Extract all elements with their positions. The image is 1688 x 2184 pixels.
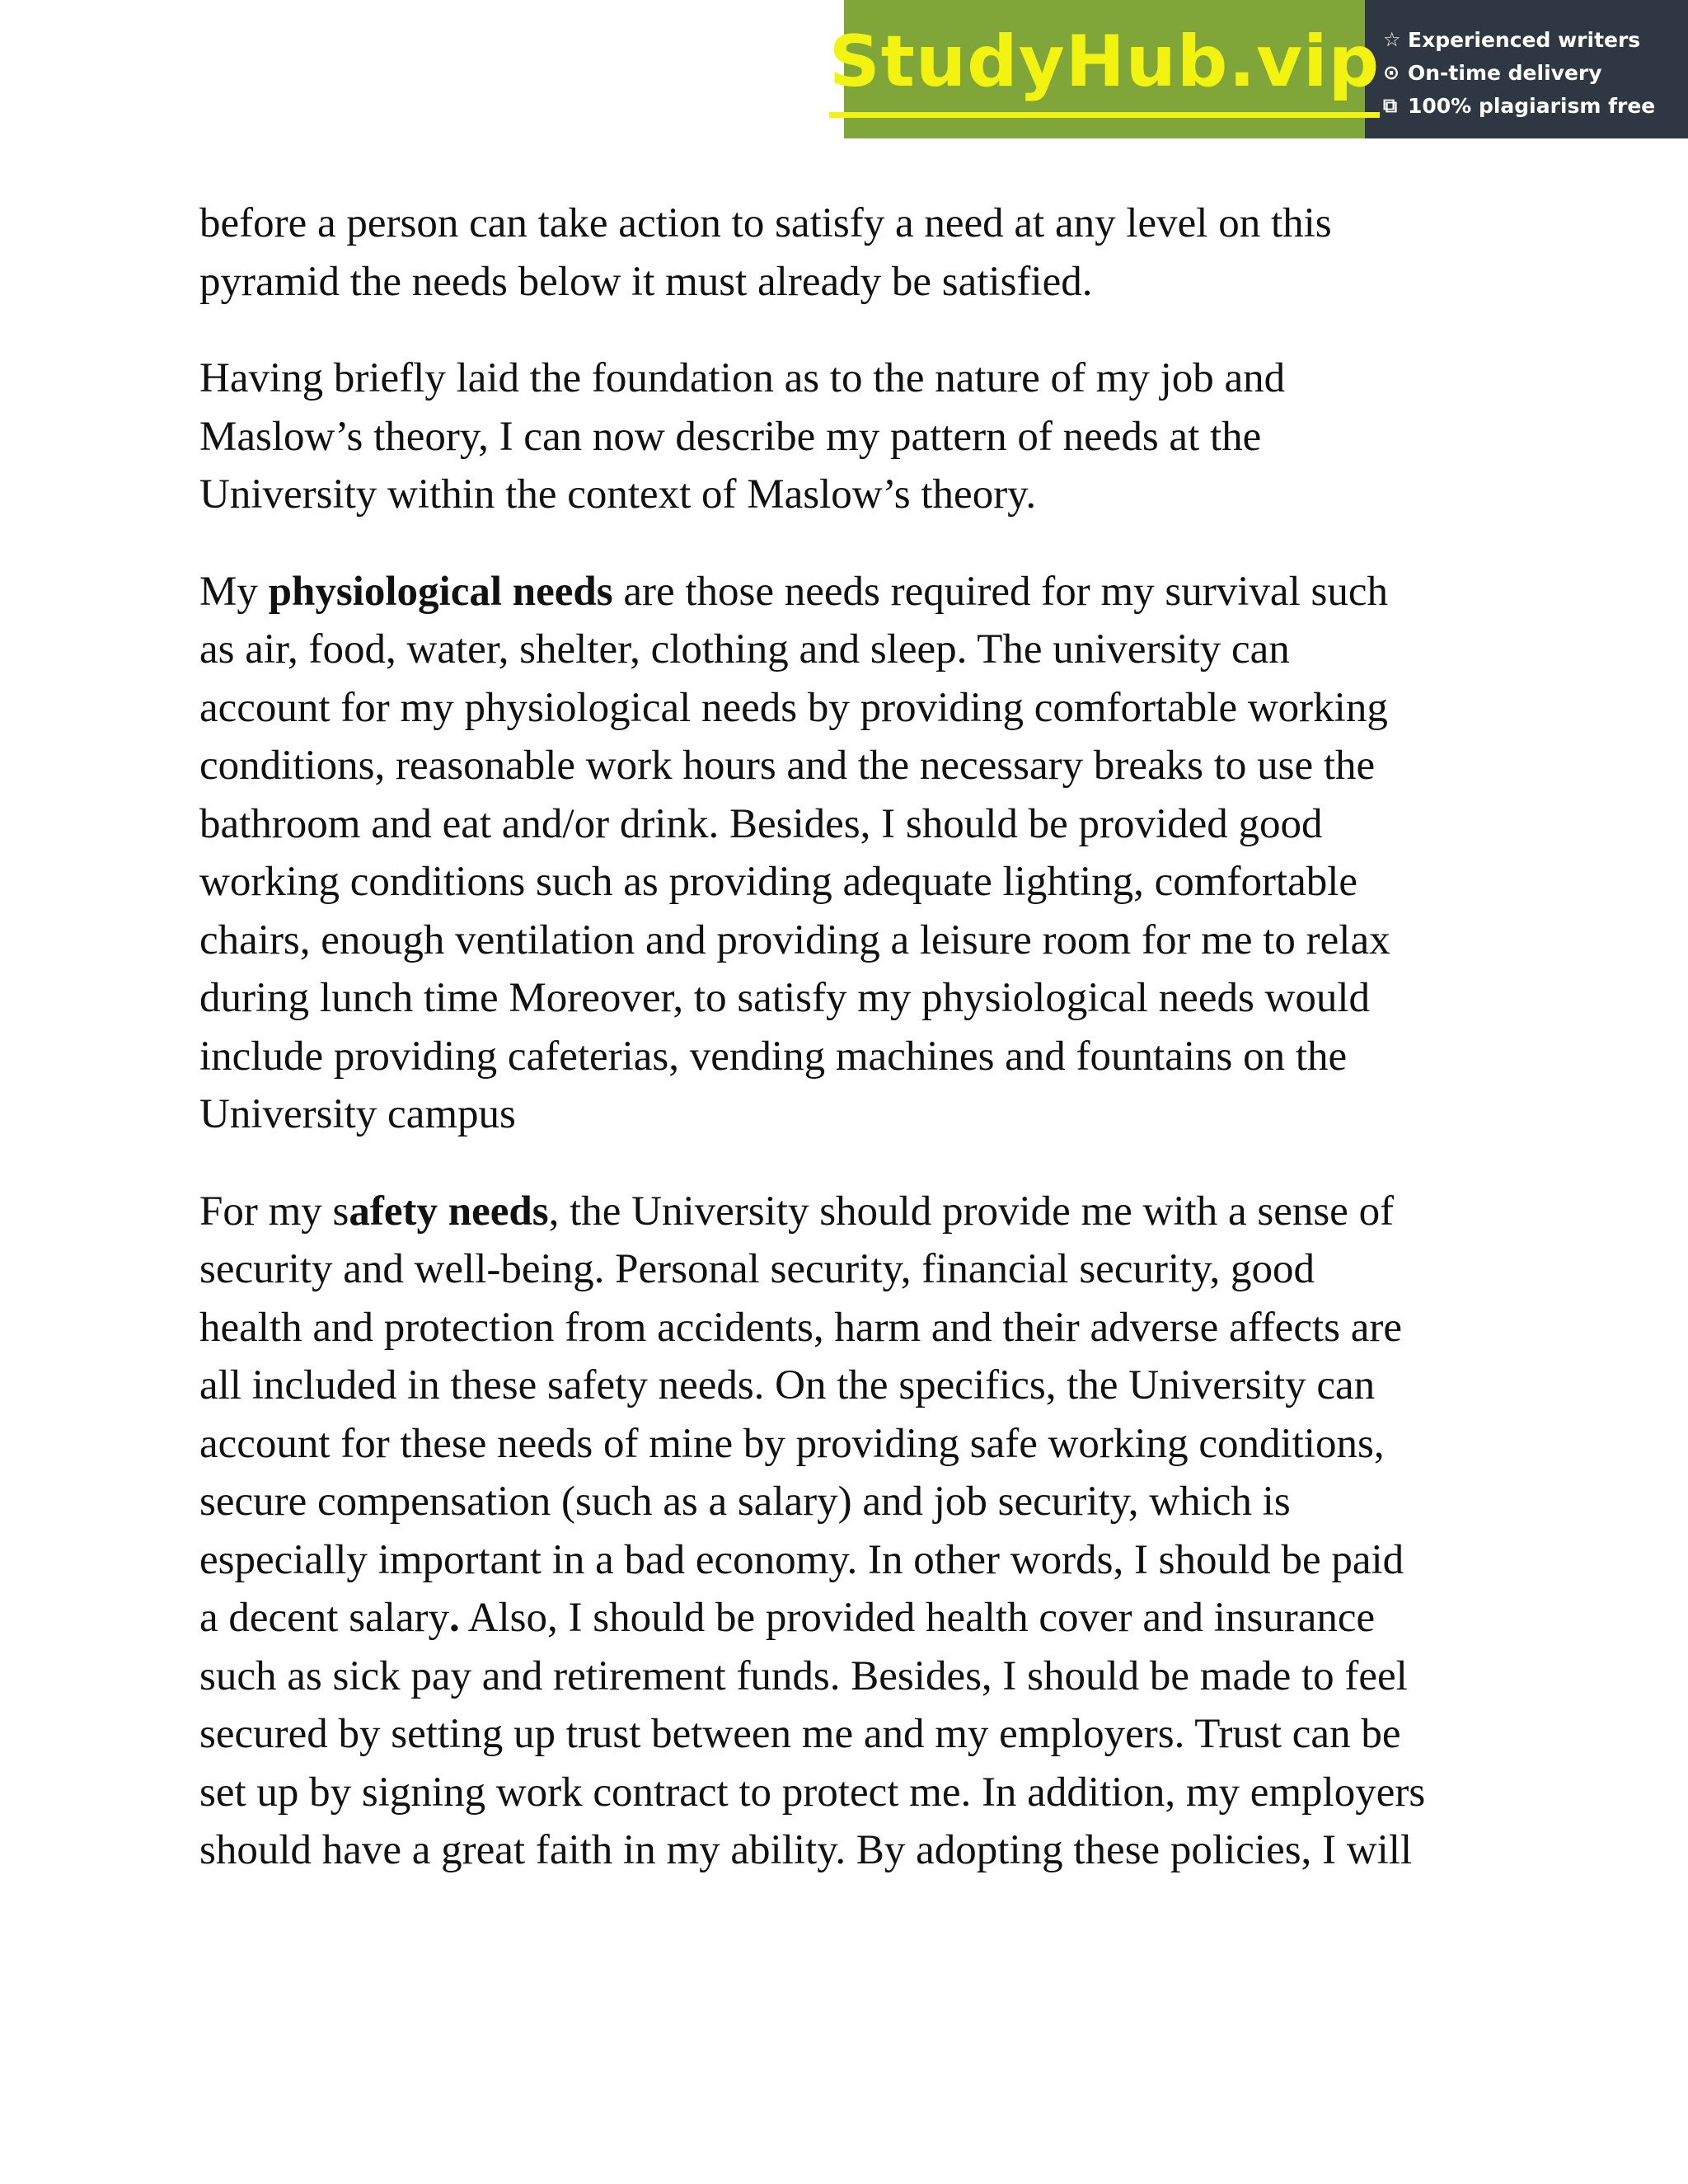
text-line: Maslow’s theory, I can now describe my pattern of needs at the [199,413,1262,460]
text-line: secured by setting up trust between me and my employers. Trust can be [199,1711,1401,1757]
text-run: a decent salary [199,1595,449,1641]
bold-term-physiological-needs: physiological needs [268,568,613,615]
text-line: Having briefly laid the foundation as to the nature of my job and [199,355,1286,401]
paragraph-pyramid [199,194,1502,311]
text-line: account for these needs of mine by providing safe working conditions, [199,1420,1385,1467]
studyhub-logo[interactable] [828,0,1381,138]
text-line: University within the context of Maslow’s theory. [199,471,1037,518]
text-run: My [199,568,269,615]
feature-plagiarism-free [1383,89,1688,122]
bold-term-safety-needs: afety needs [349,1188,549,1235]
text-line: conditions, reasonable work hours and the necessary breaks to use the [199,743,1376,789]
bold-period: . [449,1595,460,1641]
text-run: , the University should provide me with a sense of [548,1188,1395,1235]
text-line: secure compensation (such as a salary) and job security, which is [199,1479,1291,1525]
text-line: bathroom and eat and/or drink. Besides, I should be provided good [199,800,1323,847]
text-line: pyramid the needs below it must already be satisfied. [199,258,1093,305]
paragraph-safety-needs [199,1183,1502,1880]
text-line: account for my physiological needs by providing comfortable working [199,684,1388,731]
feature-on-time-delivery [1383,56,1688,89]
feature-label: Experienced writers [1408,27,1641,52]
feature-label: On-time delivery [1408,60,1602,85]
text-line: include providing cafeterias, vending machines and fountains on the [199,1033,1348,1080]
paragraph-foundation [199,349,1502,524]
banner-features [1365,0,1688,138]
text-line: before a person can take action to satisfy a need at any level on this [199,200,1332,246]
feature-experienced-writers [1383,23,1688,56]
text-line [199,1183,1502,1241]
text-line: should have a great faith in my ability. By adopting these policies, I will [199,1827,1413,1873]
studyhub-banner[interactable] [828,0,1688,138]
text-run: are those needs required for my survival such [612,568,1388,615]
text-line: during lunch time Moreover, to satisfy my physiological needs would [199,975,1371,1021]
star-icon: ☆ [1383,28,1401,51]
text-line [199,563,1502,621]
feature-label: 100% plagiarism free [1408,93,1656,118]
text-line: working conditions such as providing adequate lighting, comfortable [199,859,1358,905]
text-line [199,1589,1502,1647]
text-line: especially important in a bad economy. In other words, I should be paid [199,1536,1404,1583]
text-line: security and well-being. Personal security, financial security, good [199,1246,1315,1292]
copy-icon: ⧉ [1383,94,1398,117]
document-body [199,194,1502,1919]
text-run: Also, I should be provided health cover and insurance [459,1595,1376,1641]
text-line: University campus [199,1091,516,1137]
text-line: health and protection from accidents, harm and their adverse affects are [199,1304,1402,1351]
clock-icon: ⊙ [1383,61,1400,84]
text-line: as air, food, water, shelter, clothing and sleep. The university can [199,626,1290,673]
paragraph-physiological-needs [199,563,1502,1144]
text-line: such as sick pay and retirement funds. Besides, I should be made to feel [199,1652,1408,1699]
text-line: all included in these safety needs. On the specifics, the University can [199,1362,1376,1408]
text-line: chairs, enough ventilation and providing a leisure room for me to relax [199,916,1390,963]
text-line: set up by signing work contract to protect me. In addition, my employers [199,1769,1426,1816]
studyhub-logo-text: StudyHub.vip [829,26,1380,118]
text-run: For my s [199,1188,349,1235]
